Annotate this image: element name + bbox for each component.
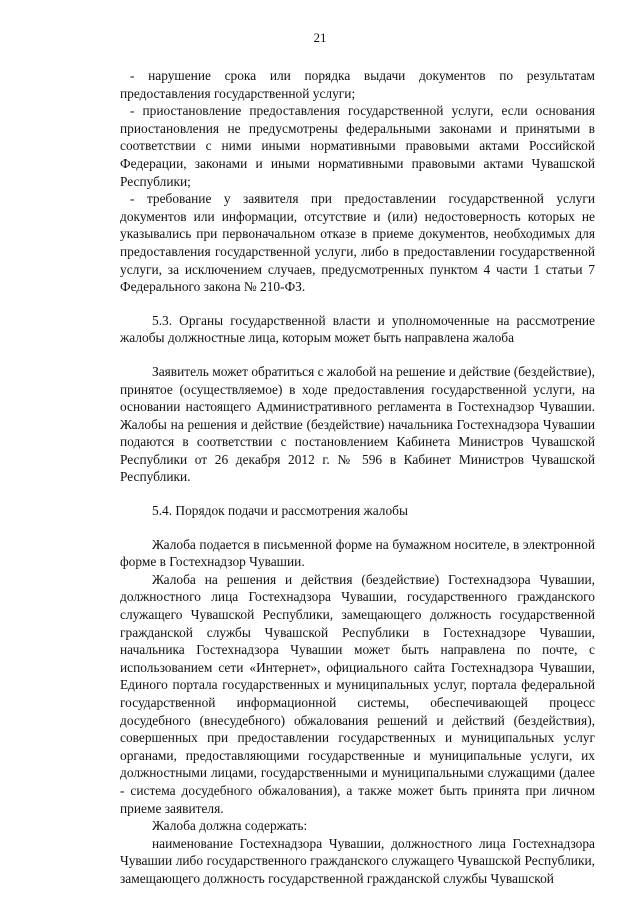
section-heading-5-3: 5.3. Органы государственной власти и уполномоченные на рассмотрение жалобы должностные лица, которым может быть направлена жалоба: [120, 312, 595, 346]
paragraph-document-requirement: - требование у заявителя при предоставлении государственной услуги документов или информации, отсутствие и (или) недостоверность которых не указывались при первоначальном отказе в приеме документов, необходимых для предоставления государственной услуги, либо в предоставлении государственной услуги, за исключением случаев, предусмотренных пунктом 4 части 1 статьи 7 Федерального закона № 210-ФЗ.: [120, 191, 595, 295]
section-heading-5-4: 5.4. Порядок подачи и рассмотрения жалобы: [152, 503, 408, 519]
paragraph-authority-name: наименование Гостехнадзора Чувашии, должностного лица Гостехнадзора Чувашии либо государственного гражданского служащего Чувашской Республики, замещающего должность государственной гражданской службы Чувашской: [120, 835, 595, 886]
paragraph-complaint-contents: Жалоба должна содержать:: [152, 818, 308, 834]
paragraph-applicant-complaint: Заявитель может обратиться с жалобой на решение и действие (бездействие), принятое (осуществляемое) в ходе предоставления государственной услуги, на основании настоящего Административного регламента в Гостехнадзор Чувашии. Жалобы на решения и действие (бездействие) начальника Гостехнадзора Чувашии подаются в соответствии с постановлением Кабинета Министров Чувашской Республики от 26 декабря 2012 г. № 596 в Кабинет Министров Чувашской Республики.: [120, 363, 595, 485]
document-body: [120, 67, 595, 888]
paragraph-complaint-form: Жалоба подается в письменной форме на бумажном носителе, в электронной форме в Гостехнадзор Чувашии.: [120, 536, 595, 570]
paragraph-suspension: - приостановление предоставления государственной услуги, если основания приостановления не предусмотрены федеральными законами и принятыми в соответствии с ними иными нормативными правовыми актами Российской Федерации, законами и иными нормативными правовыми актами Чувашской Республики;: [120, 103, 595, 189]
page-number: 21: [313, 30, 327, 45]
paragraph-complaint-channels: Жалоба на решения и действия (бездействие) Гостехнадзора Чувашии, должностного лица Гостехнадзора Чувашии, государственного гражданского служащего Чувашской Республики, замещающего должность государственной гражданской службы Чувашской Республики в Гостехнадзоре Чувашии, начальника Гостехнадзора Чувашии может быть направлена по почте, с использованием сети «Интернет», официального сайта Гостехнадзора Чувашии, Единого портала государственных и муниципальных услуг, портала федеральной государственной информационной системы, обеспечивающей процесс досудебного (внесудебного) обжалования решений и действий (бездействия), совершенных при предоставлении государственных и муниципальных услуг органами, предоставляющими государственные и муниципальные услуги, их должностными лицами, государственными и муниципальными служащими (далее - система досудебного обжалования), а также может быть принята при личном приеме заявителя.: [120, 571, 595, 816]
paragraph-violation-deadline: - нарушение срока или порядка выдачи документов по результатам предоставления государственной услуги;: [120, 68, 595, 101]
